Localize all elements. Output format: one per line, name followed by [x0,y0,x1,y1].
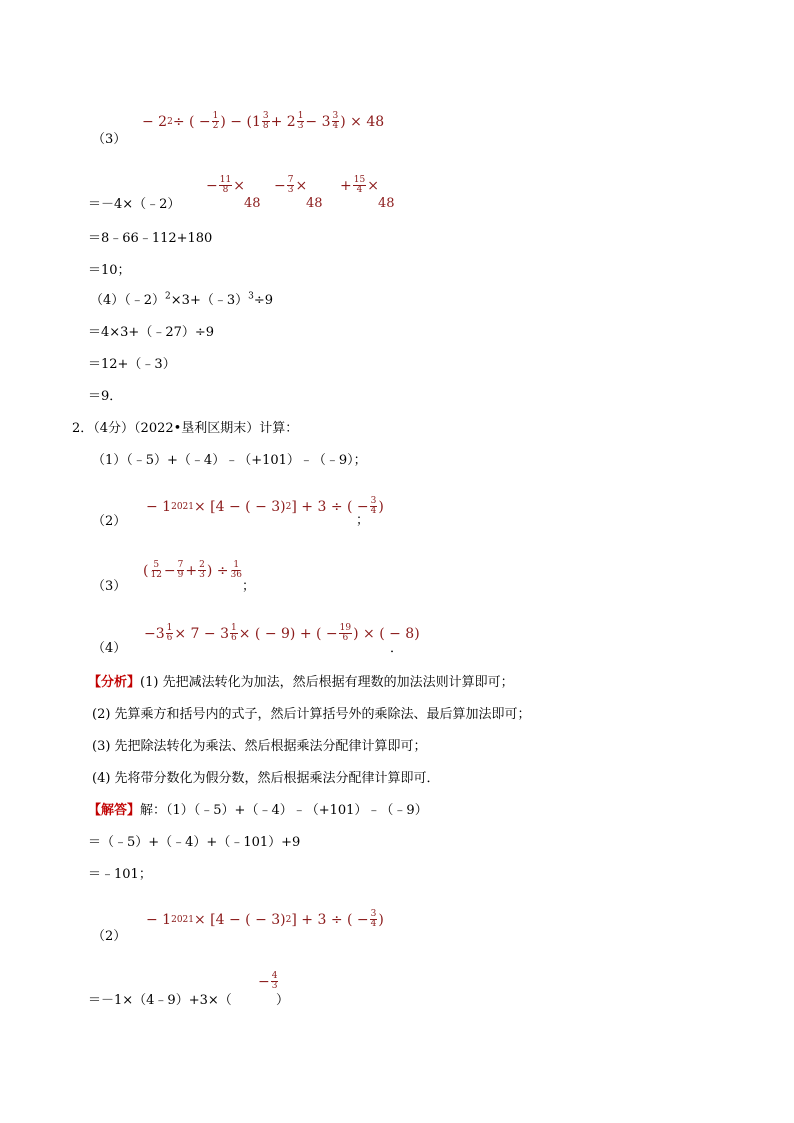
line-a-term-3: + $\frac{15}{4}$ × [340,175,379,195]
line-c: ＝10； [88,263,131,278]
question-2-part-4-tail: ． [390,641,404,656]
line-g: ＝9． [88,389,123,404]
line-a-term-2: − $\frac{7}{3}$ × [274,175,308,195]
answer-line-2: ＝（﹣5）+（﹣4）+（﹣101）+9 [88,835,301,850]
line-b: ＝8﹣66﹣112+180 [88,231,213,246]
question-2-part-3-expression: ( $\frac{5}{12}$ − $\frac{7}{9}$ + $\frac{2}{3}$ ) ÷ $\frac{1}{36}$ [143,560,242,580]
answer-tag: 【解答】 [88,803,141,818]
analysis-tag: 【分析】 [88,675,141,690]
question-2-part-4-label: （4） [92,641,127,656]
line-a-term-2-below: 48 [306,196,323,211]
line-a-term-1-below: 48 [244,196,261,211]
answer-part-2-fraction: − $\frac{4}{3}$ [258,971,278,991]
question-2-part-2-expression: − 1 2021 × [4 − ( − 3) 2 ] + 3 ÷ ( − $\frac{3}{4}$ ) [146,496,384,516]
question-2-part-1: （1）（﹣5）+（﹣4）﹣（+101）﹣（﹣9）； [92,453,367,468]
analysis-line-2: (2) 先算乘方和括号内的式子，然后计算括号外的乘除法、最后算加法即可； [92,707,531,722]
analysis-line-1: 【分析】(1) 先把减法转化为加法，然后根据有理数的加法法则计算即可； [88,675,514,690]
question-2-part-3-label: （3） [92,579,127,594]
answer-part-2-line: ＝－1×（4﹣9）+3×（ [88,993,232,1008]
line-a-term-1: − $\frac{11}{8}$ × [206,175,245,195]
question-2-part-2-label: （2） [92,514,127,529]
line-f: ＝12+（﹣3） [88,357,176,372]
line-a-prefix: ＝－4×（﹣2） [88,197,181,212]
analysis-line-4: (4) 先将带分数化为假分数，然后根据乘法分配律计算即可． [92,771,440,786]
analysis-line-3: (3) 先把除法转化为乘法、然后根据乘法分配律计算即可； [92,739,427,754]
line-d: （4）（﹣2）$^2$×3+（﹣3）$^3$÷9 [90,291,274,308]
question-2-part-2-tail: ； [356,513,370,528]
question-2-part-4-expression: −3 $\frac{1}{6}$ × 7 − 3 $\frac{1}{6}$ × ( − 9) + ( − $\frac{19}{6}$ ) × ( − 8) [144,623,420,643]
answer-part-2-close: ） [276,993,290,1008]
question-2-title: 2．（4分）（2022•垦利区期末）计算： [72,421,299,436]
p3-expression: − 2 2 ÷ ( − $\frac{1}{2}$ ) − (1 $\frac{3}{8}$ + 2 $\frac{1}{3}$ − 3 $\frac{3}{4}$ ) × 48 [142,111,385,131]
answer-part-2-expression: − 1 2021 × [4 − ( − 3) 2 ] + 3 ÷ ( − $\frac{3}{4}$ ) [146,909,384,929]
question-2-part-3-tail: ； [242,579,256,594]
line-e: ＝4×3+（﹣27）÷9 [88,325,215,340]
p3-label: （3） [92,132,127,147]
answer-line-1: 【解答】解：（1）（﹣5）+（﹣4）﹣（+101）﹣（﹣9） [88,803,428,818]
answer-line-3: ＝﹣101； [88,867,152,882]
answer-part-2-label: （2） [92,929,127,944]
line-a-term-3-below: 48 [378,196,395,211]
